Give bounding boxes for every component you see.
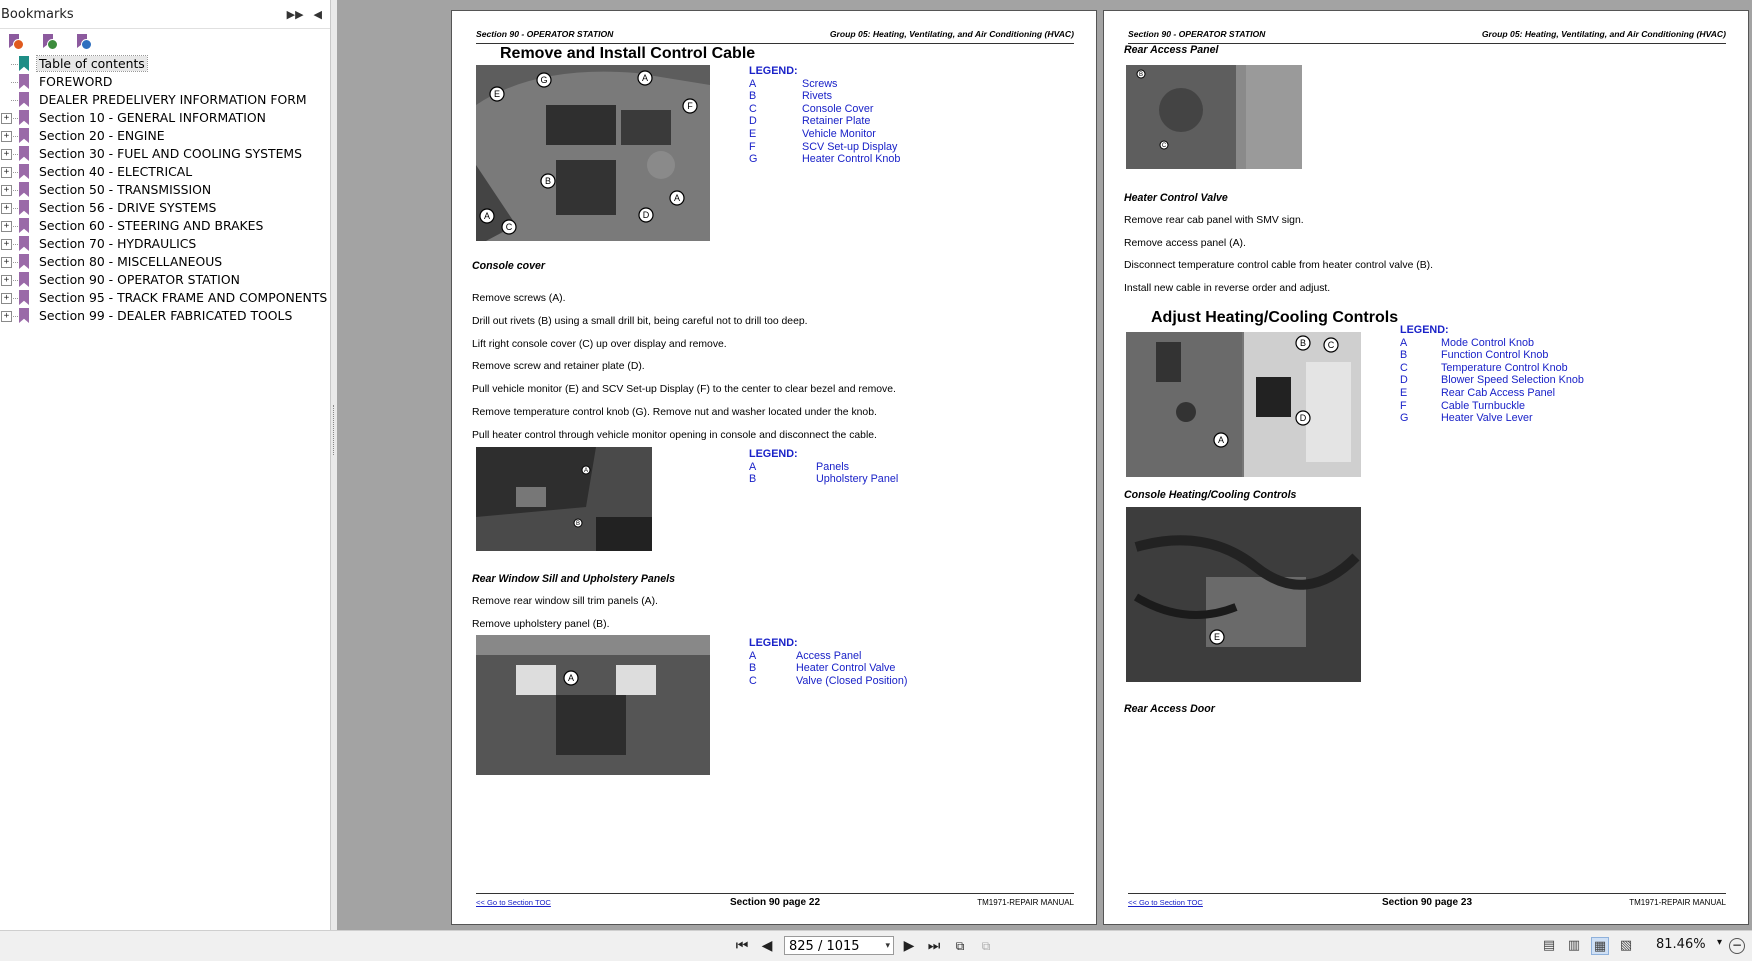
facing-icon[interactable]: ▦ <box>1591 937 1609 955</box>
svg-text:E: E <box>1213 632 1221 642</box>
bookmark-item[interactable] <box>0 109 330 127</box>
legend-row <box>749 649 862 663</box>
bookmark-item[interactable] <box>0 307 330 325</box>
tree-connector <box>11 262 20 263</box>
svg-text:B: B <box>544 176 552 186</box>
legend-row <box>1400 361 1568 375</box>
expand-toggle-icon[interactable]: + <box>1 131 12 142</box>
legend-key: G <box>749 153 758 166</box>
bookmark-label: Section 95 - TRACK FRAME AND COMPONENTS <box>39 290 328 305</box>
caption-rear-window: Rear Window Sill and Upholstery Panels <box>472 573 675 585</box>
header-group: Group 05: Heating, Ventilating, and Air Conditioning (HVAC) <box>829 29 1074 39</box>
tree-connector <box>11 208 20 209</box>
legend-row <box>749 115 871 128</box>
legend-value: Blower Speed Selection Knob <box>1441 374 1584 387</box>
section-toc-link[interactable]: << Go to Section TOC <box>1128 898 1203 907</box>
svg-text:B: B <box>1299 338 1307 348</box>
instruction-text: Remove upholstery panel (B). <box>472 619 610 630</box>
header-group: Group 05: Heating, Ventilating, and Air Conditioning (HVAC) <box>1481 29 1726 39</box>
bookmark-icon <box>19 254 29 269</box>
legend-key: A <box>749 649 757 662</box>
bookmark-item[interactable] <box>0 217 330 235</box>
expand-toggle-icon[interactable]: + <box>1 275 12 286</box>
legend-controls: LEGEND: A Mode Control Knob B Function Control Knob C Temperature Control Knob D Blower Speed Selection Knob E Rear Cab Access Panel F Cable Turnbuckle G Heater Valve Lever <box>1400 324 1584 425</box>
bookmarks-header <box>0 0 330 29</box>
bookmark-label: Section 30 - FUEL AND COOLING SYSTEMS <box>39 146 302 161</box>
tree-connector <box>11 316 20 317</box>
legend-value: Console Cover <box>802 102 874 115</box>
legend-key: B <box>749 662 757 675</box>
expand-toggle-icon[interactable]: + <box>1 221 12 232</box>
tree-connector <box>11 298 20 299</box>
bookmark-icon <box>19 290 29 305</box>
bookmark-find-icon[interactable] <box>74 33 92 51</box>
bookmark-item[interactable] <box>0 91 330 109</box>
bookmark-label: Section 80 - MISCELLANEOUS <box>39 254 223 269</box>
continuous-icon[interactable]: ▥ <box>1567 938 1581 953</box>
legend-value: Rear Cab Access Panel <box>1441 386 1556 399</box>
bookmark-item[interactable] <box>0 73 330 91</box>
bookmarks-panel <box>0 0 331 930</box>
bookmarks-panel-controls <box>287 8 330 21</box>
legend-value: Retainer Plate <box>802 115 871 128</box>
legend-value: Access Panel <box>796 649 862 662</box>
tree-connector <box>11 244 20 245</box>
bookmark-label: Section 50 - TRANSMISSION <box>39 182 212 197</box>
legend-key: C <box>749 102 757 115</box>
bookmark-label: Section 99 - DEALER FABRICATED TOOLS <box>39 308 293 323</box>
page-number-input[interactable]: 825 / 1015 ▾ <box>784 936 894 955</box>
prev-page-icon[interactable]: ◀ <box>761 938 773 954</box>
expand-toggle-icon[interactable]: + <box>1 239 12 250</box>
page-dropdown-icon: ▾ <box>885 941 890 951</box>
svg-text:A: A <box>583 468 589 474</box>
header-section: Section 90 - OPERATOR STATION <box>1128 29 1266 39</box>
expand-toggle-icon[interactable]: + <box>1 113 12 124</box>
bookmark-icon <box>19 218 29 233</box>
tree-connector <box>11 172 20 173</box>
svg-text:A: A <box>1217 435 1225 445</box>
svg-text:C: C <box>1161 143 1167 149</box>
legend-key: E <box>1400 386 1408 399</box>
tree-connector <box>11 136 20 137</box>
legend-key: F <box>1400 399 1407 412</box>
figure-rear-access-panel <box>1126 65 1302 169</box>
bookmark-label: Section 70 - HYDRAULICS <box>39 236 197 251</box>
legend-row <box>749 662 896 675</box>
navigation-toolbar <box>0 930 1752 961</box>
legend-value: Function Control Knob <box>1441 349 1549 362</box>
legend-key: B <box>749 90 757 103</box>
legend-row <box>1400 349 1549 362</box>
legend-value: Heater Control Knob <box>802 153 901 166</box>
legend-value: Temperature Control Knob <box>1441 361 1568 374</box>
collapse-panel-icon[interactable]: ◀ <box>313 7 322 21</box>
svg-text:A: A <box>673 193 681 203</box>
instruction-text: Disconnect temperature control cable from heater control valve (B). <box>1124 260 1433 271</box>
legend-value: Vehicle Monitor <box>802 127 876 140</box>
bookmark-item[interactable] <box>0 235 330 253</box>
legend-row <box>749 77 838 91</box>
last-page-icon[interactable]: ⏭ <box>927 938 941 954</box>
bookmark-label: Section 20 - ENGINE <box>39 128 165 143</box>
pdf-page-23 <box>1103 10 1749 925</box>
legend-value: Heater Control Valve <box>796 662 896 675</box>
bookmark-icon <box>19 236 29 251</box>
bookmark-expand-icon[interactable] <box>6 33 24 51</box>
bookmark-item[interactable] <box>0 271 330 289</box>
instruction-text: Remove temperature control knob (G). Remove nut and washer located under the knob. <box>472 407 877 418</box>
svg-text:A: A <box>641 73 649 83</box>
legend-value: Cable Turnbuckle <box>1441 399 1526 412</box>
header-section: Section 90 - OPERATOR STATION <box>476 29 614 39</box>
tree-connector <box>11 226 20 227</box>
legend-row <box>1400 386 1556 400</box>
svg-text:C: C <box>505 222 513 232</box>
instruction-text: Remove screws (A). <box>472 293 566 304</box>
expand-toggle-icon[interactable]: + <box>1 185 12 196</box>
tree-connector <box>11 118 20 119</box>
page-header <box>476 29 1074 44</box>
first-page-icon[interactable]: ⏮ <box>735 938 749 954</box>
bookmark-label: Section 40 - ELECTRICAL <box>39 164 193 179</box>
bookmark-tree <box>0 55 330 325</box>
zoom-level[interactable]: 81.46% <box>1656 937 1706 952</box>
svg-text:D: D <box>1299 413 1307 423</box>
bookmark-icon <box>19 308 29 323</box>
legend-panels: LEGEND: A Panels B Upholstery Panel <box>749 448 899 486</box>
svg-text:A: A <box>567 673 575 683</box>
caption-console-cover: Console cover <box>472 260 546 272</box>
instruction-text: Remove rear window sill trim panels (A). <box>472 596 658 607</box>
legend-value: Screws <box>802 77 838 90</box>
instruction-text: Lift right console cover (C) up over display and remove. <box>472 339 727 350</box>
bookmark-icon <box>19 272 29 287</box>
bookmark-item[interactable] <box>0 289 330 307</box>
bookmark-label: DEALER PREDELIVERY INFORMATION FORM <box>39 92 307 107</box>
bookmark-icon <box>19 74 29 89</box>
expand-toggle-icon[interactable]: + <box>1 257 12 268</box>
bookmark-item[interactable] <box>0 181 330 199</box>
tree-connector <box>11 280 20 281</box>
figure-heater-valve <box>476 635 710 775</box>
bookmark-icon <box>19 110 29 125</box>
legend-key: A <box>749 460 757 473</box>
legend-value: SCV Set-up Display <box>802 140 898 153</box>
legend-key: D <box>1400 374 1408 387</box>
instruction-text: Pull vehicle monitor (E) and SCV Set-up Display (F) to the center to clear bezel and remove. <box>472 384 896 395</box>
legend-row <box>749 674 908 688</box>
tree-connector <box>11 154 20 155</box>
caption-heater-control-valve: Heater Control Valve <box>1124 192 1228 204</box>
bookmark-icon <box>19 164 29 179</box>
bookmark-label: FOREWORD <box>39 74 113 89</box>
instruction-text: Pull heater control through vehicle monitor opening in console and disconnect the cable. <box>472 430 877 441</box>
legend-console: LEGEND: A Screws B Rivets C Console Cover D Retainer Plate E Vehicle Monitor F SCV Set-up Display G Heater Control Knob <box>749 65 901 166</box>
bookmark-item[interactable] <box>0 145 330 163</box>
bookmark-label: Section 10 - GENERAL INFORMATION <box>39 110 266 125</box>
bookmark-item[interactable] <box>0 199 330 217</box>
expand-toggle-icon[interactable]: + <box>1 311 12 322</box>
bookmark-icon <box>19 200 29 215</box>
svg-text:G: G <box>540 75 548 85</box>
legend-row <box>1400 336 1535 350</box>
instruction-text: Remove screw and retainer plate (D). <box>472 361 645 372</box>
svg-text:C: C <box>1327 340 1335 350</box>
panel-options-icon[interactable]: ▶▶ <box>286 7 304 21</box>
legend-row <box>749 102 874 116</box>
legend-value: Valve (Closed Position) <box>796 674 908 687</box>
zoom-dropdown-icon[interactable]: ▾ <box>1717 937 1723 948</box>
svg-text:B: B <box>1138 72 1144 78</box>
tree-connector <box>11 100 20 101</box>
figure-console <box>476 65 710 241</box>
legend-row <box>749 127 876 141</box>
legend-value: Rivets <box>802 90 832 103</box>
caption-console-controls: Console Heating/Cooling Controls <box>1124 489 1297 501</box>
legend-row <box>749 460 850 474</box>
bookmark-item[interactable] <box>0 55 330 73</box>
legend-value: Panels <box>816 460 850 473</box>
legend-key: B <box>749 473 757 486</box>
page-footer <box>1128 893 1726 910</box>
tree-connector <box>11 82 20 83</box>
legend-value: Mode Control Knob <box>1441 336 1535 349</box>
go-forward-icon[interactable]: ⧉ <box>981 939 991 953</box>
continuous-facing-icon[interactable]: ▧ <box>1619 938 1633 953</box>
single-page-icon[interactable]: ▤ <box>1542 938 1556 953</box>
bookmark-label: Section 60 - STEERING AND BRAKES <box>39 218 264 233</box>
bookmark-icon <box>19 128 29 143</box>
expand-toggle-icon[interactable]: + <box>1 203 12 214</box>
caption-rear-access-door: Rear Access Door <box>1124 703 1215 715</box>
legend-row <box>749 473 899 486</box>
legend-value: Upholstery Panel <box>816 473 899 486</box>
bookmark-item[interactable] <box>0 253 330 271</box>
legend-key: B <box>1400 349 1408 362</box>
bookmark-label: Table of contents <box>39 56 145 71</box>
bookmark-label: Section 90 - OPERATOR STATION <box>39 272 240 287</box>
legend-key: A <box>749 77 757 90</box>
legend-key: C <box>749 674 757 687</box>
svg-text:F: F <box>687 101 693 111</box>
instruction-text: Install new cable in reverse order and adjust. <box>1124 283 1331 294</box>
legend-row <box>1400 374 1584 387</box>
bookmark-add-icon[interactable] <box>40 33 58 51</box>
manual-id: TM1971-REPAIR MANUAL <box>1629 898 1726 907</box>
legend-row <box>1400 399 1526 413</box>
caption-rear-access-panel: Rear Access Panel <box>1124 44 1219 56</box>
page-footer <box>476 893 1074 910</box>
bookmarks-title: Bookmarks <box>1 6 74 22</box>
legend-row <box>1400 412 1533 425</box>
expand-toggle-icon[interactable]: + <box>1 167 12 178</box>
section-title-adjust: Adjust Heating/Cooling Controls <box>1151 309 1399 326</box>
figure-rear-access-door <box>1126 507 1361 682</box>
bookmark-label: Section 56 - DRIVE SYSTEMS <box>39 200 217 215</box>
svg-text:A: A <box>483 211 491 221</box>
legend-key: C <box>1400 361 1408 374</box>
legend-key: F <box>749 140 756 153</box>
expand-toggle-icon[interactable]: + <box>1 149 12 160</box>
instruction-text: Drill out rivets (B) using a small drill bit, being careful not to drill too deep. <box>472 316 808 327</box>
zoom-out-icon[interactable]: − <box>1729 938 1745 954</box>
instruction-text: Remove rear cab panel with SMV sign. <box>1124 215 1304 226</box>
instruction-text: Remove access panel (A). <box>1124 238 1246 249</box>
page-number: Section 90 page 22 <box>729 897 821 908</box>
manual-id: TM1971-REPAIR MANUAL <box>977 898 1074 907</box>
legend-valve: LEGEND: A Access Panel B Heater Control Valve C Valve (Closed Position) <box>749 637 908 687</box>
bookmark-icon <box>19 146 29 161</box>
bookmarks-toolbar <box>0 29 330 55</box>
tree-connector <box>11 64 20 65</box>
legend-key: D <box>749 115 757 128</box>
legend-row <box>749 90 832 103</box>
pdf-page-22 <box>451 10 1097 925</box>
bookmark-item[interactable] <box>0 127 330 145</box>
expand-toggle-icon[interactable]: + <box>1 293 12 304</box>
legend-key: A <box>1400 336 1408 349</box>
legend-key: E <box>749 127 757 140</box>
tree-connector <box>11 190 20 191</box>
page-title: Remove and Install Control Cable <box>500 45 756 62</box>
next-page-icon[interactable]: ▶ <box>903 938 915 954</box>
page-number: Section 90 page 23 <box>1381 897 1473 908</box>
bookmark-icon <box>19 92 29 107</box>
figure-heating-controls <box>1126 332 1361 477</box>
bookmark-icon <box>19 182 29 197</box>
figure-seat-panels <box>476 447 652 551</box>
bookmark-item[interactable] <box>0 163 330 181</box>
svg-text:B: B <box>575 521 581 527</box>
legend-row <box>749 140 898 154</box>
svg-text:D: D <box>642 210 650 220</box>
svg-text:E: E <box>493 89 501 99</box>
section-toc-link[interactable]: << Go to Section TOC <box>476 898 551 907</box>
bookmark-icon <box>19 56 29 71</box>
legend-row <box>749 153 901 166</box>
legend-key: G <box>1400 412 1409 425</box>
legend-value: Heater Valve Lever <box>1441 412 1533 425</box>
go-back-icon[interactable]: ⧉ <box>955 939 965 953</box>
page-header <box>1128 29 1726 44</box>
